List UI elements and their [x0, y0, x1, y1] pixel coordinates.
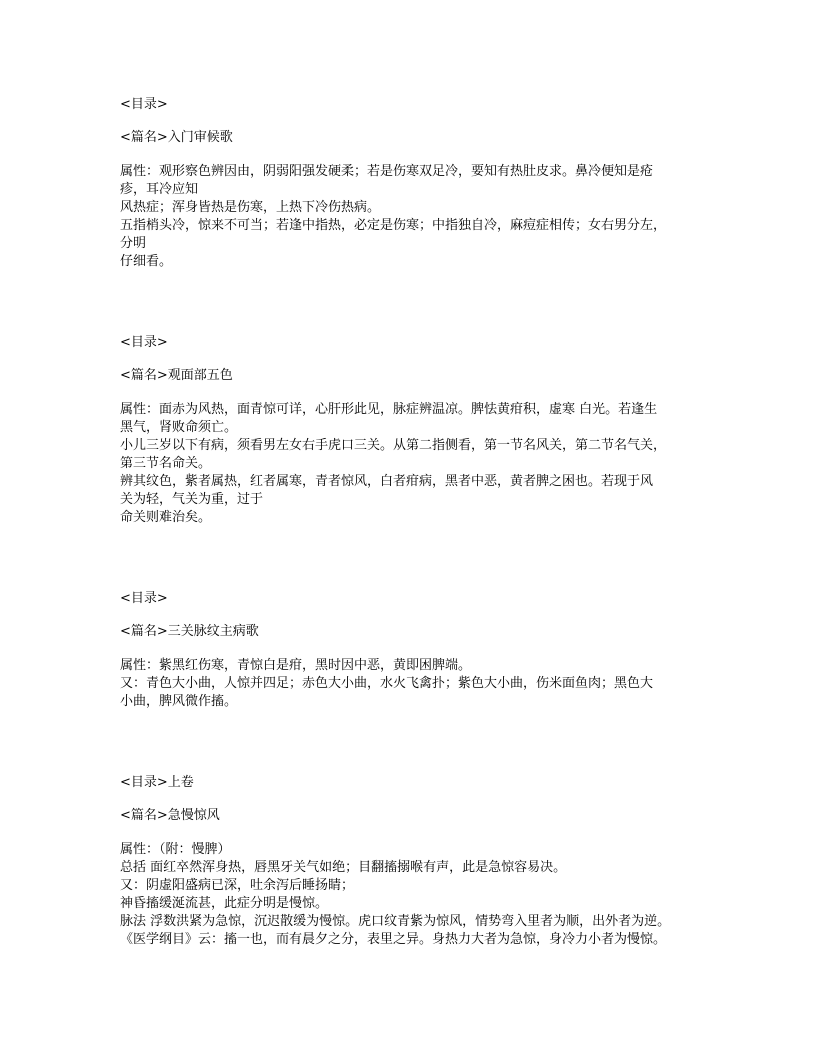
- text-line: 《医学纲目》云：搐一也，而有晨夕之分，表里之异。身热力大者为急惊，身冷力小者为慢惊。: [120, 932, 667, 947]
- text-line: 风热症；浑身皆热是伤寒，上热下冷伤热病。: [120, 200, 381, 215]
- toc-label: <目录>: [120, 335, 168, 350]
- text-line: 关为轻，气关为重，过于: [120, 492, 264, 507]
- text-line: 辨其纹色，紫者属热，红者属寒，青者惊风，白者疳病，黑者中恶，黄者脾之困也。若现于风: [120, 474, 654, 489]
- text-line: 属性：面赤为风热，面青惊可详，心肝形此见，脉症辨温凉。脾怯黄疳积，虚寒 白光。若逢生: [120, 402, 658, 417]
- section-4: [120, 774, 700, 949]
- text-line: 属性：观形察色辨因由，阴弱阳强发硬柔；若是伤寒双足冷，要知有热肚皮求。鼻冷便知是疮: [120, 164, 654, 179]
- text-line: 疹，耳冷应知: [120, 182, 199, 197]
- section-title: <篇名>急慢惊风: [120, 808, 220, 823]
- text-line: 总括 面红卒然浑身热，唇黑牙关气如绝；目翻搐搦喉有声，此是急惊容易决。: [120, 860, 567, 875]
- text-line: 脉法 浮数洪紧为急惊，沉迟散缓为慢惊。虎口纹青紫为惊风，情势弯入里者为顺，出外者为逆。: [120, 914, 671, 929]
- section-title: <篇名>观面部五色: [120, 368, 233, 383]
- section-3: [120, 590, 700, 711]
- text-line: 神昏搐缓涎流甚，此症分明是慢惊。: [120, 896, 329, 911]
- toc-label: <目录>: [120, 97, 168, 112]
- toc-label: <目录>上卷: [120, 775, 194, 790]
- toc-label: <目录>: [120, 591, 168, 606]
- section-1: [120, 96, 700, 271]
- text-line: 小儿三岁以下有病，须看男左女右手虎口三关。从第二指侧看，第一节名风关，第二节名气关，: [120, 438, 667, 453]
- section-2: [120, 334, 700, 527]
- text-line: 又：青色大小曲，人惊并四足；赤色大小曲，水火飞禽扑；紫色大小曲，伤米面鱼肉；黑色大: [120, 676, 654, 691]
- text-line: 黑气，肾败命须亡。: [120, 420, 238, 435]
- text-line: 五指梢头冷，惊来不可当；若逢中指热，必定是伤寒；中指独自冷，麻痘症相传；女右男分左，: [120, 218, 667, 233]
- text-line: 又：阴虚阳盛病已深，吐余泻后睡扬睛；: [120, 878, 355, 893]
- text-line: 分明: [120, 236, 147, 251]
- text-line: 属性：（附：慢脾）: [120, 842, 231, 857]
- section-title: <篇名>三关脉纹主病歌: [120, 624, 259, 639]
- document-page: [120, 96, 700, 949]
- section-title: <篇名>入门审候歌: [120, 130, 233, 145]
- text-line: 命关则难治矣。: [120, 510, 212, 525]
- text-line: 小曲，脾风微作搐。: [120, 694, 238, 709]
- text-line: 仔细看。: [120, 254, 173, 269]
- text-line: 第三节名命关。: [120, 456, 212, 471]
- text-line: 属性：紫黑红伤寒，青惊白是疳，黑时因中恶，黄即困脾端。: [120, 658, 472, 673]
